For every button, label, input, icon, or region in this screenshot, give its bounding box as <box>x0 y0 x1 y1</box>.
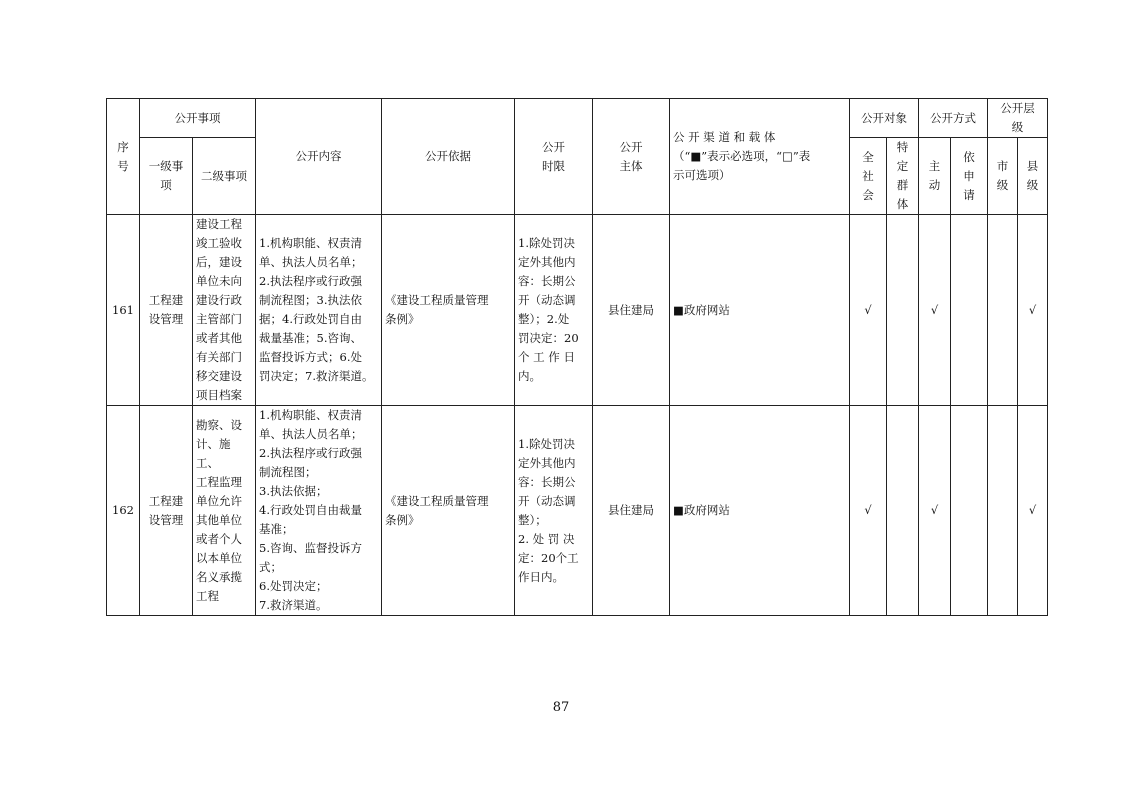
row-basis: 《建设工程质量管理 条例》 <box>382 406 515 616</box>
row-level2: 勘察、设 计、施工、 工程监理 单位允许 其他单位 或者个人 以本单位 名义承揽 工程 <box>193 406 256 616</box>
header-target-all: 全 社 会 <box>850 138 887 215</box>
row-method-active: √ <box>919 406 951 616</box>
header-target-group: 公开对象 <box>850 99 919 138</box>
header-items-group: 公开事项 <box>140 99 256 138</box>
row-level1: 工程建 设管理 <box>140 215 193 406</box>
row-content: 1.机构职能、权责清 单、执法人员名单； 2.执法程序或行政强 制流程图； 3.执法依据； 4.行政处罚自由裁量 基准； 5.咨询、监督投诉方 式； 6.处罚决定； 7.救济渠道。 <box>256 406 382 616</box>
row-basis: 《建设工程质量管理 条例》 <box>382 215 515 406</box>
row-level-city <box>988 406 1018 616</box>
row-method-active: √ <box>919 215 951 406</box>
header-level-county: 县 级 <box>1018 138 1048 215</box>
header-level1: 一级事 项 <box>140 138 193 215</box>
row-subject: 县住建局 <box>593 406 670 616</box>
row-method-apply <box>951 215 988 406</box>
row-time-limit: 1.除处罚决 定外其他内 容：长期公 开（动态调 整）； 2. 处 罚 决 定：20个工 作日内。 <box>515 406 593 616</box>
header-basis: 公开依据 <box>382 99 515 215</box>
row-target-all: √ <box>850 215 887 406</box>
header-content: 公开内容 <box>256 99 382 215</box>
row-level-county: √ <box>1018 406 1048 616</box>
row-level-city <box>988 215 1018 406</box>
row-channel: ■政府网站 <box>670 215 850 406</box>
row-target-specific <box>887 215 919 406</box>
page-number: 87 <box>552 700 570 715</box>
header-target-specific: 特 定 群 体 <box>887 138 919 215</box>
row-content: 1.机构职能、权责清 单、执法人员名单； 2.执法程序或行政强 制流程图；3.执法依 据；4.行政处罚自由 裁量基准；5.咨询、 监督投诉方式；6.处 罚决定；7.救济渠道。 <box>256 215 382 406</box>
header-method-apply: 依 申 请 <box>951 138 988 215</box>
header-level-city: 市 级 <box>988 138 1018 215</box>
disclosure-table <box>106 98 1048 616</box>
table-row <box>107 406 1048 616</box>
header-channel: 公 开 渠 道 和 载 体 （“■”表示必选项，“□”表 示可选项） <box>670 99 850 215</box>
row-level2: 建设工程 竣工验收 后，建设 单位未向 建设行政 主管部门 或者其他 有关部门 移交建设 项目档案 <box>193 215 256 406</box>
row-channel: ■政府网站 <box>670 406 850 616</box>
header-level-group: 公开层 级 <box>988 99 1048 138</box>
row-time-limit: 1.除处罚决 定外其他内 容：长期公 开（动态调 整）；2.处 罚决定：20 个 工 作 日 内。 <box>515 215 593 406</box>
table-row <box>107 215 1048 406</box>
header-seq: 序 号 <box>107 99 140 215</box>
row-subject: 县住建局 <box>593 215 670 406</box>
row-method-apply <box>951 406 988 616</box>
header-time-limit: 公开 时限 <box>515 99 593 215</box>
row-level-county: √ <box>1018 215 1048 406</box>
row-target-all: √ <box>850 406 887 616</box>
row-level1: 工程建 设管理 <box>140 406 193 616</box>
header-method-active: 主 动 <box>919 138 951 215</box>
header-subject: 公开 主体 <box>593 99 670 215</box>
header-method-group: 公开方式 <box>919 99 988 138</box>
row-target-specific <box>887 406 919 616</box>
row-seq: 161 <box>107 215 140 406</box>
row-seq: 162 <box>107 406 140 616</box>
header-level2: 二级事项 <box>193 138 256 215</box>
